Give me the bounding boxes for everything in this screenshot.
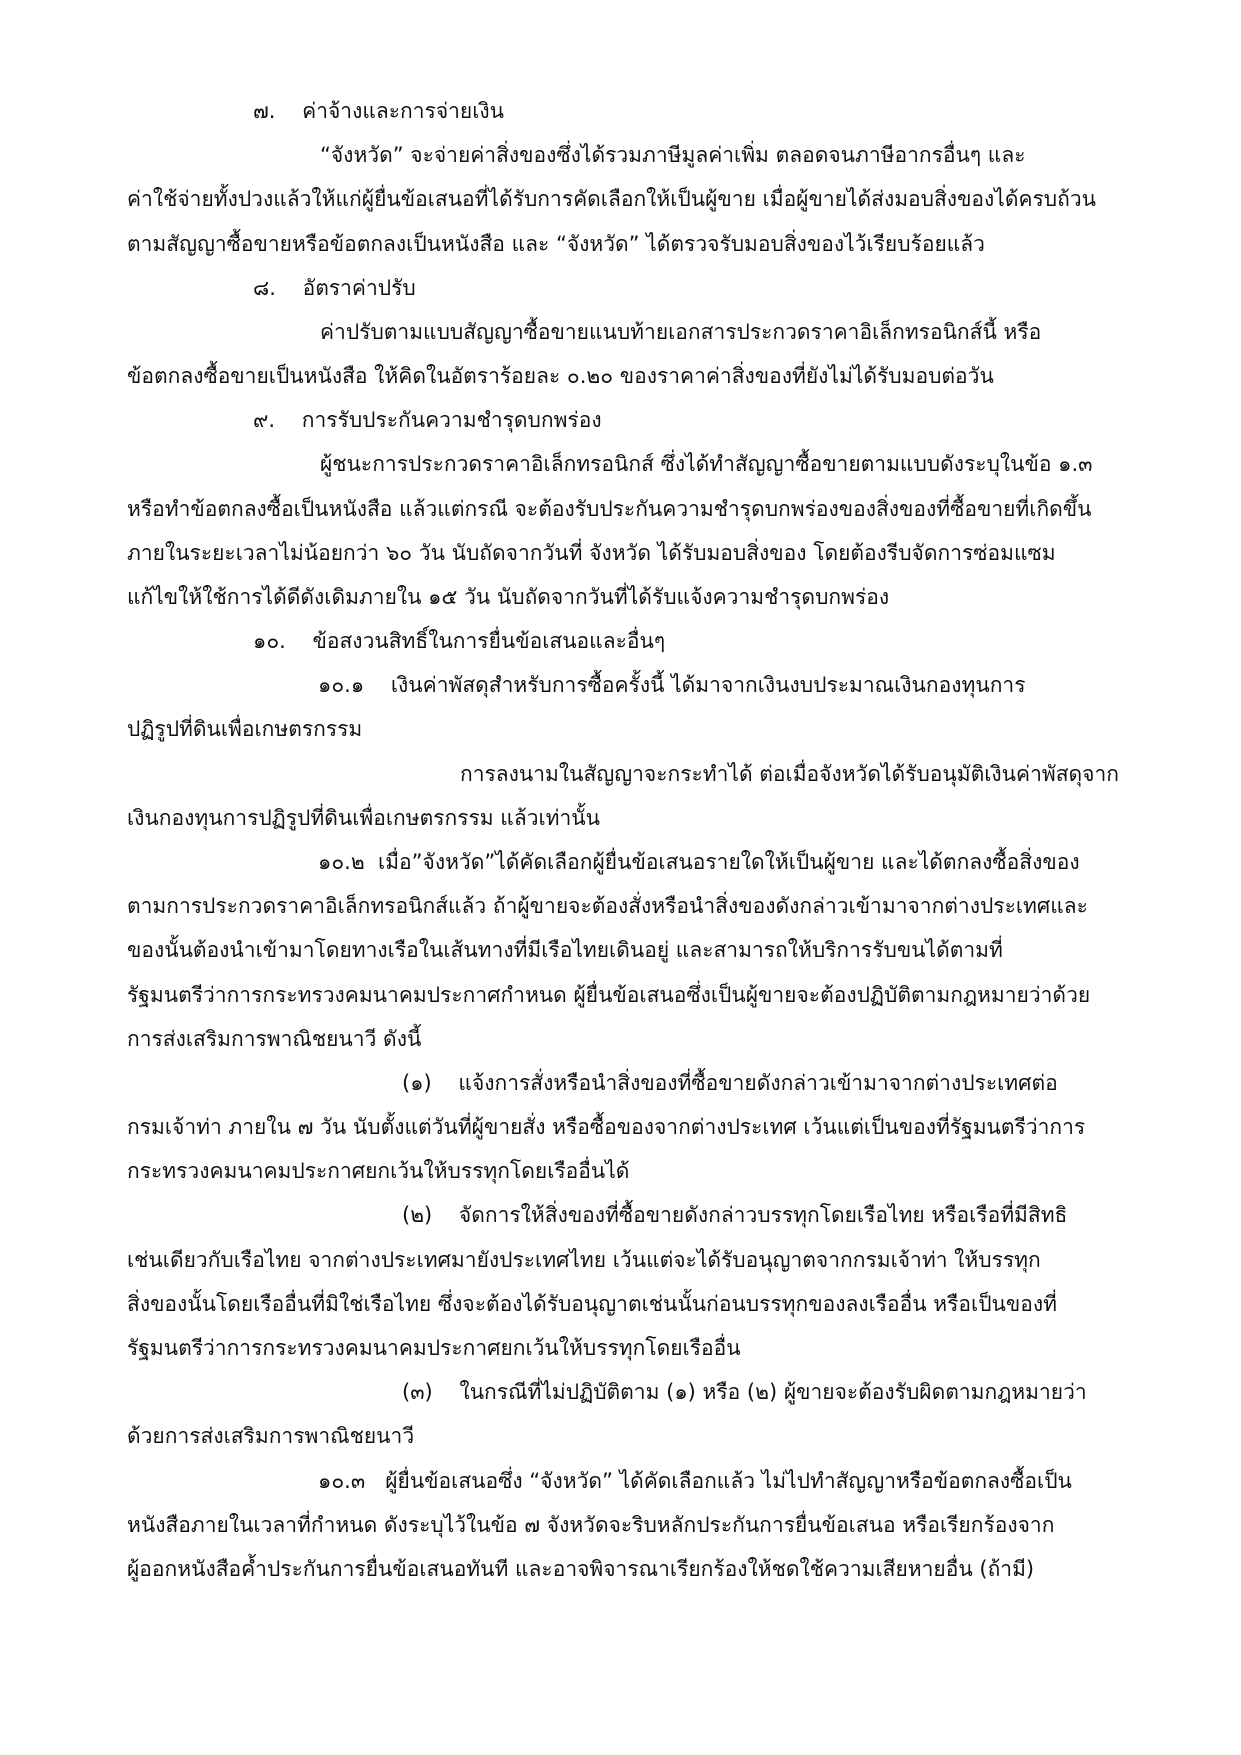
paragraph-line: “จังหวัด” จะจ่ายค่าสิ่งของซึ่งได้รวมภาษีมูลค่าเพิ่ม ตลอดจนภาษีอากรอื่นๆ และ	[320, 143, 1026, 167]
sub-item-1: (๑) แจ้งการสั่งหรือนำสิ่งของที่ซื้อขายดังกล่าวเข้ามาจากต่างประเทศต่อ	[402, 1071, 1058, 1095]
sub-item-3: (๓) ในกรณีที่ไม่ปฏิบัติตาม (๑) หรือ (๒) ผู้ขายจะต้องรับผิดตามกฎหมายว่า	[402, 1380, 1087, 1404]
paragraph-line: การส่งเสริมการพาณิชยนาวี ดังนี้	[127, 1027, 422, 1051]
paragraph-line: ข้อตกลงซื้อขายเป็นหนังสือ ให้คิดในอัตราร้อยละ ๐.๒๐ ของราคาค่าสิ่งของที่ยังไม่ได้รับมอบต่อวัน	[127, 364, 994, 388]
paragraph-line: เช่นเดียวกับเรือไทย จากต่างประเทศมายังประเทศไทย เว้นแต่จะได้รับอนุญาตจากกรมเจ้าท่า ให้บรรทุก	[127, 1248, 1041, 1272]
clause-10-2: ๑๐.๒ เมื่อ”จังหวัด”ได้คัดเลือกผู้ยื่นข้อเสนอรายใดให้เป็นผู้ขาย และได้ตกลงซื้อสิ่งของ	[318, 850, 1080, 874]
section-9-heading: ๙. การรับประกันความชำรุดบกพร่อง	[253, 408, 602, 432]
paragraph-line: กรมเจ้าท่า ภายใน ๗ วัน นับตั้งแต่วันที่ผู้ขายสั่ง หรือซื้อของจากต่างประเทศ เว้นแต่เป็นของที่รัฐมนตรีว่าการ	[127, 1115, 1086, 1139]
paragraph-line: รัฐมนตรีว่าการกระทรวงคมนาคมประกาศยกเว้นให้บรรทุกโดยเรืออื่น	[127, 1336, 741, 1360]
section-10-heading: ๑๐. ข้อสงวนสิทธิ์ในการยื่นข้อเสนอและอื่นๆ	[253, 629, 666, 653]
paragraph-line: รัฐมนตรีว่าการกระทรวงคมนาคมประกาศกำหนด ผู้ยื่นข้อเสนอซึ่งเป็นผู้ขายจะต้องปฏิบัติตามกฎหมายว่าด้วย	[127, 983, 1091, 1007]
section-8-heading: ๘. อัตราค่าปรับ	[253, 276, 416, 300]
paragraph-line: ผู้ออกหนังสือค้ำประกันการยื่นข้อเสนอทันที และอาจพิจารณาเรียกร้องให้ชดใช้ความเสียหายอื่น (ถ้ามี)	[127, 1557, 1035, 1581]
paragraph-line: สิ่งของนั้นโดยเรืออื่นที่มิใช่เรือไทย ซึ่งจะต้องได้รับอนุญาตเช่นนั้นก่อนบรรทุกของลงเรืออื่น หรือเป็นของที่	[127, 1292, 1057, 1316]
paragraph-line: กระทรวงคมนาคมประกาศยกเว้นให้บรรทุกโดยเรืออื่นได้	[127, 1159, 630, 1183]
sub-item-2: (๒) จัดการให้สิ่งของที่ซื้อขายดังกล่าวบรรทุกโดยเรือไทย หรือเรือที่มีสิทธิ	[402, 1203, 1068, 1227]
paragraph-line: การลงนามในสัญญาจะกระทำได้ ต่อเมื่อจังหวัดได้รับอนุมัติเงินค่าพัสดุจาก	[460, 762, 1119, 786]
paragraph-line: ตามสัญญาซื้อขายหรือข้อตกลงเป็นหนังสือ และ “จังหวัด” ได้ตรวจรับมอบสิ่งของไว้เรียบร้อยแล้ว	[127, 232, 985, 256]
paragraph-line: แก้ไขให้ใช้การได้ดีดังเดิมภายใน ๑๕ วัน นับถัดจากวันที่ได้รับแจ้งความชำรุดบกพร่อง	[127, 585, 890, 609]
clause-10-1: ๑๐.๑ เงินค่าพัสดุสำหรับการซื้อครั้งนี้ ได้มาจากเงินงบประมาณเงินกองทุนการ	[318, 673, 1026, 697]
paragraph-line: ผู้ชนะการประกวดราคาอิเล็กทรอนิกส์ ซึ่งได้ทำสัญญาซื้อขายตามแบบดังระบุในข้อ ๑.๓	[320, 452, 1093, 476]
paragraph-line: ตามการประกวดราคาอิเล็กทรอนิกส์แล้ว ถ้าผู้ขายจะต้องสั่งหรือนำสิ่งของดังกล่าวเข้ามาจากต่างประเทศและ	[127, 894, 1088, 918]
paragraph-line: ปฏิรูปที่ดินเพื่อเกษตรกรรม	[127, 717, 363, 741]
paragraph-line: ด้วยการส่งเสริมการพาณิชยนาวี	[127, 1424, 415, 1448]
clause-10-3: ๑๐.๓ ผู้ยื่นข้อเสนอซึ่ง “จังหวัด” ได้คัดเลือกแล้ว ไม่ไปทำสัญญาหรือข้อตกลงซื้อเป็น	[318, 1469, 1072, 1493]
paragraph-line: เงินกองทุนการปฏิรูปที่ดินเพื่อเกษตรกรรม แล้วเท่านั้น	[127, 806, 601, 830]
paragraph-line: ค่าใช้จ่ายทั้งปวงแล้วให้แก่ผู้ยื่นข้อเสนอที่ได้รับการคัดเลือกให้เป็นผู้ขาย เมื่อผู้ขายได้ส่งมอบสิ่งของได้ครบถ้วน	[127, 187, 1097, 211]
paragraph-line: หนังสือภายในเวลาที่กำหนด ดังระบุไว้ในข้อ ๗ จังหวัดจะริบหลักประกันการยื่นข้อเสนอ หรือเรียกร้องจาก	[127, 1513, 1055, 1537]
section-7-heading: ๗. ค่าจ้างและการจ่ายเงิน	[253, 99, 505, 123]
paragraph-line: ของนั้นต้องนำเข้ามาโดยทางเรือในเส้นทางที่มีเรือไทยเดินอยู่ และสามารถให้บริการรับขนได้ตามที่	[127, 938, 1003, 962]
paragraph-line: ค่าปรับตามแบบสัญญาซื้อขายแนบท้ายเอกสารประกวดราคาอิเล็กทรอนิกส์นี้ หรือ	[320, 320, 1042, 344]
paragraph-line: ภายในระยะเวลาไม่น้อยกว่า ๖๐ วัน นับถัดจากวันที่ จังหวัด ได้รับมอบสิ่งของ โดยต้องรีบจัดการซ่อมแซม	[127, 541, 1056, 565]
paragraph-line: หรือทำข้อตกลงซื้อเป็นหนังสือ แล้วแต่กรณี จะต้องรับประกันความชำรุดบกพร่องของสิ่งของที่ซื้อขายที่เกิดขึ้น	[127, 497, 1092, 521]
